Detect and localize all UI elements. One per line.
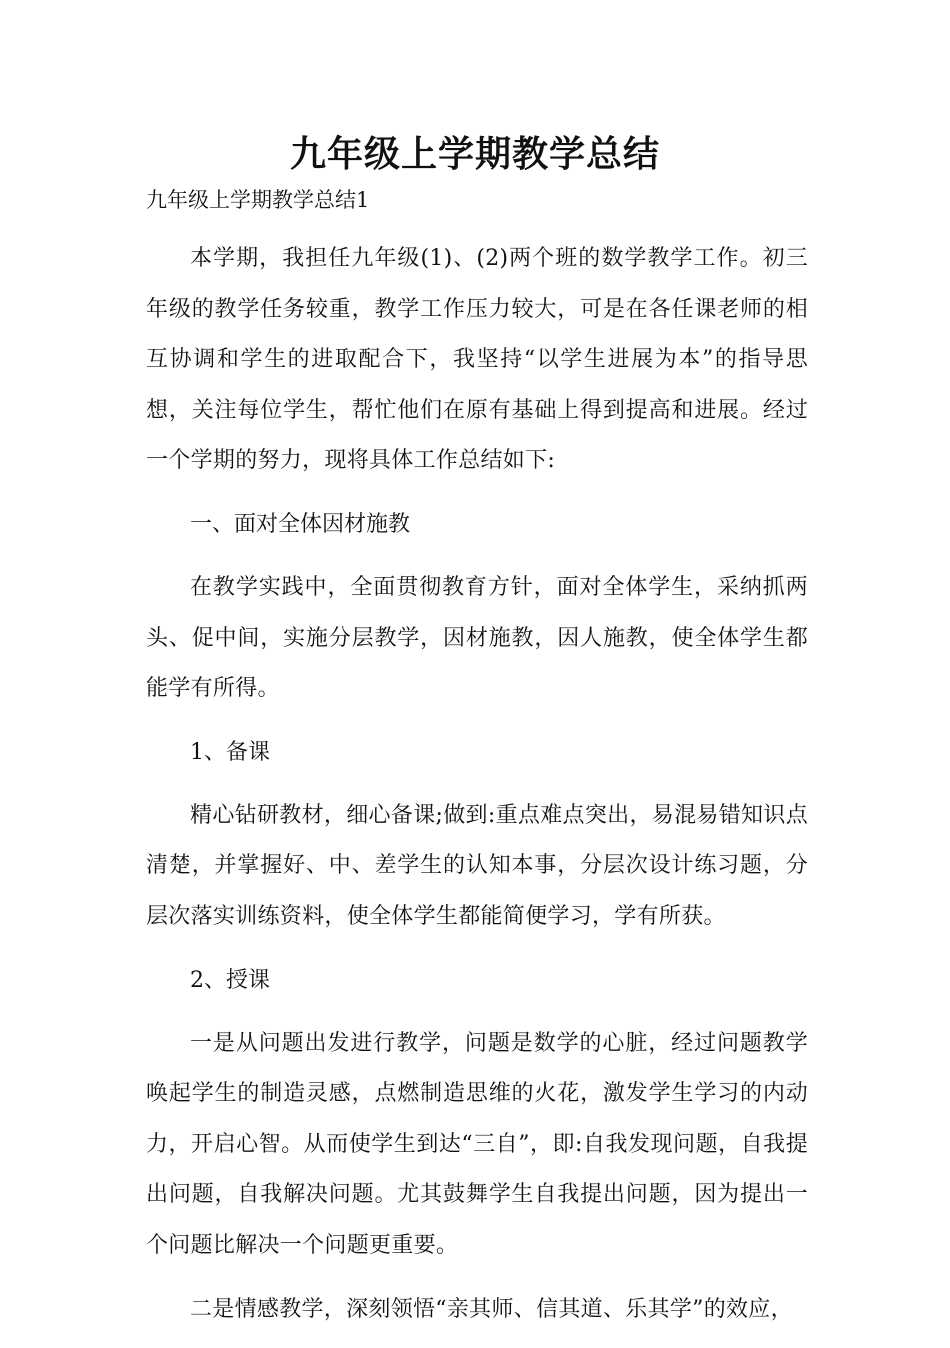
paragraph-problem-teaching: 一是从问题出发进行教学，问题是数学的心脏，经过问题教学唤起学生的制造灵感，点燃制造思维的火花，激发学生学习的内动力，开启心智。从而使学生到达“三自”，即:自我发现问题，自我提出问题，自我解决问题。尤其鼓舞学生自我提出问题，因为提出一个问题比解决一个问题更重要。 xyxy=(146,1030,808,1258)
section-heading-lesson-prep: 1、备课 xyxy=(190,739,270,765)
document-title: 九年级上学期教学总结 xyxy=(289,133,660,175)
paragraph-emotional-teaching: 二是情感教学，深刻领悟“亲其师、信其道、乐其学”的效应， xyxy=(190,1296,793,1322)
document-subtitle: 九年级上学期教学总结1 xyxy=(146,188,370,212)
section-heading-teaching: 2、授课 xyxy=(190,967,270,993)
document-body xyxy=(146,184,808,1348)
paragraph-lesson-prep: 精心钻研教材，细心备课;做到:重点难点突出，易混易错知识点清楚，并掌握好、中、差学生的认知本事，分层次设计练习题，分层次落实训练资料，使全体学生都能简便学习，学有所获。 xyxy=(146,802,808,929)
section-heading-1: 一、面对全体因材施教 xyxy=(190,511,411,537)
paragraph-intro: 本学期，我担任九年级(1)、(2)两个班的数学教学工作。初三年级的教学任务较重，教学工作压力较大，可是在各任课老师的相互协调和学生的进取配合下，我坚持“以学生进展为本”的指导思想，关注每位学生，帮忙他们在原有基础上得到提高和进展。经过一个学期的努力，现将具体工作总结如下: xyxy=(146,246,808,474)
paragraph-teaching-practice: 在教学实践中，全面贯彻教育方针，面对全体学生，采纳抓两头、促中间，实施分层教学，因材施教，因人施教，使全体学生都能学有所得。 xyxy=(146,574,808,702)
